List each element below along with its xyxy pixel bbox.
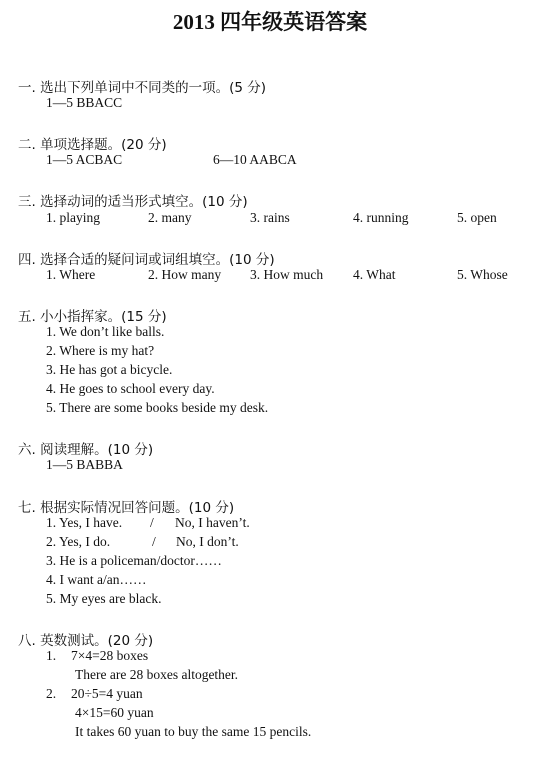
answer-cell: 4. running xyxy=(353,210,409,225)
section-7-answer-line: 3. He is a policeman/doctor…… xyxy=(46,553,222,568)
answer-cell: 3. How much xyxy=(250,267,324,282)
section-5-answer-line: 4. He goes to school every day. xyxy=(46,381,215,396)
section-5-answer-line: 2. Where is my hat? xyxy=(46,343,155,358)
section-8-answer-line: There are 28 boxes altogether. xyxy=(75,667,239,682)
answer-cell: 1. Where xyxy=(46,267,96,282)
item-number: 2. xyxy=(46,686,57,701)
answer-cell: 5. open xyxy=(457,210,497,225)
answer-cell: 20÷5=4 yuan xyxy=(71,686,143,701)
section-8-heading: 八. 英数测试。(20 分) xyxy=(18,633,154,649)
section-8-answer-line: 4×15=60 yuan xyxy=(75,705,154,720)
answer-cell: 1—5 ACBAC xyxy=(46,152,123,167)
answer-cell: 3. rains xyxy=(250,210,290,225)
answer-cell: 1—5 BABBA xyxy=(46,457,123,472)
section-5-answer-line: 5. There are some books beside my desk. xyxy=(46,400,269,415)
answer-cell: 7×4=28 boxes xyxy=(71,648,149,663)
answer-cell: 6—10 AABCA xyxy=(213,152,297,167)
section-1-heading: 一. 选出下列单词中不同类的一项。(5 分) xyxy=(18,80,266,96)
answer-cell: 1. Yes, I have. xyxy=(46,515,123,530)
section-7-answer-line: 5. My eyes are black. xyxy=(46,591,162,606)
section-5-heading: 五. 小小指挥家。(15 分) xyxy=(18,309,167,325)
section-7-heading: 七. 根据实际情况回答问题。(10 分) xyxy=(18,500,235,516)
answer-cell: No, I haven’t. xyxy=(175,515,250,530)
page-title: 2013 四年级英语答案 xyxy=(172,10,368,34)
section-8-answer-line: It takes 60 yuan to buy the same 15 pencils. xyxy=(75,724,312,739)
answer-cell: 1. playing xyxy=(46,210,100,225)
section-5-answer-line: 3. He has got a bicycle. xyxy=(46,362,173,377)
answer-cell: 4. What xyxy=(353,267,396,282)
section-7-answer-line: 4. I want a/an…… xyxy=(46,572,147,587)
answer-cell: 2. How many xyxy=(148,267,222,282)
slash-separator: / xyxy=(152,534,156,549)
answer-cell: 1—5 BBACC xyxy=(46,95,123,110)
answer-cell: 5. Whose xyxy=(457,267,508,282)
item-number: 1. xyxy=(46,648,57,663)
slash-separator: / xyxy=(150,515,154,530)
answer-cell: No, I don’t. xyxy=(176,534,239,549)
section-5-answer-line: 1. We don’t like balls. xyxy=(46,324,165,339)
section-2-heading: 二. 单项选择题。(20 分) xyxy=(18,137,167,153)
answer-cell: 2. Yes, I do. xyxy=(46,534,111,549)
section-3-heading: 三. 选择动词的适当形式填空。(10 分) xyxy=(18,194,248,210)
section-4-heading: 四. 选择合适的疑问词或词组填空。(10 分) xyxy=(18,252,275,268)
section-6-heading: 六. 阅读理解。(10 分) xyxy=(18,442,154,458)
answer-cell: 2. many xyxy=(148,210,192,225)
